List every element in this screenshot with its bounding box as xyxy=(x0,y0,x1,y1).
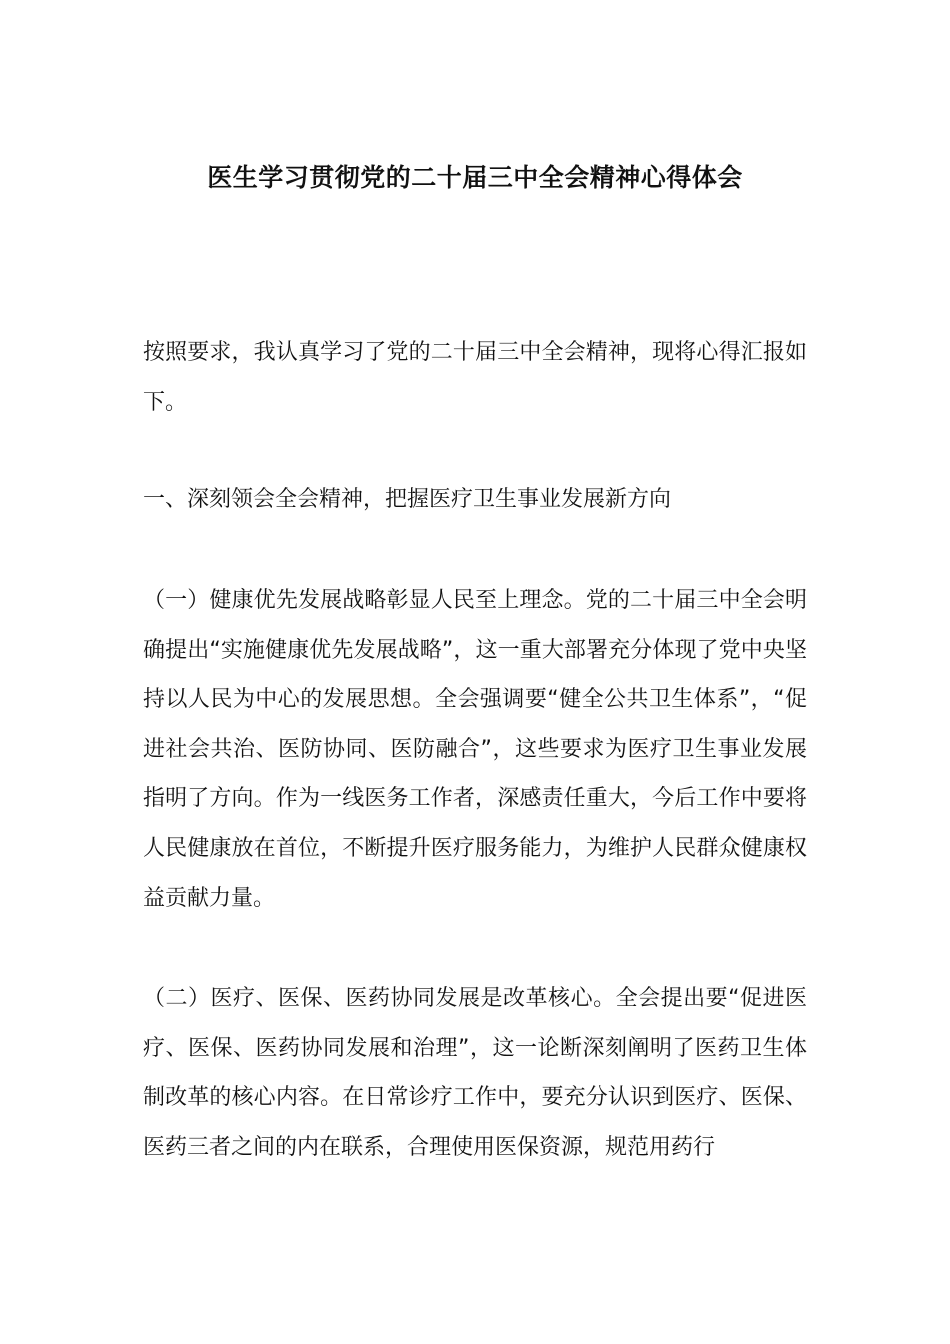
subsection-2-paragraph: （二）医疗、医保、医药协同发展是改革核心。全会提出要“促进医疗、医保、医药协同发展和治理”，这一论断深刻阐明了医药卫生体制改革的核心内容。在日常诊疗工作中，要充分认识到医疗、医保、医药三者之间的内在联系，合理使用医保资源，规范用药行 xyxy=(143,986,807,1160)
subsection-1-paragraph: （一）健康优先发展战略彰显人民至上理念。党的二十届三中全会明确提出“实施健康优先发展战略”，这一重大部署充分体现了党中央坚持以人民为中心的发展思想。全会强调要“健全公共卫生体系”，“促进社会共治、医防协同、医防融合”，这些要求为医疗卫生事业发展指明了方向。作为一线医务工作者，深感责任重大，今后工作中要将人民健康放在首位，不断提升医疗服务能力，为维护人民群众健康权益贡献力量。 xyxy=(143,588,807,911)
intro-paragraph: 按照要求，我认真学习了党的二十届三中全会精神，现将心得汇报如下。 xyxy=(143,340,807,415)
section-heading-1: 一、深刻领会全会精神，把握医疗卫生事业发展新方向 xyxy=(143,487,672,512)
document-title: 医生学习贯彻党的二十届三中全会精神心得体会 xyxy=(207,163,743,192)
